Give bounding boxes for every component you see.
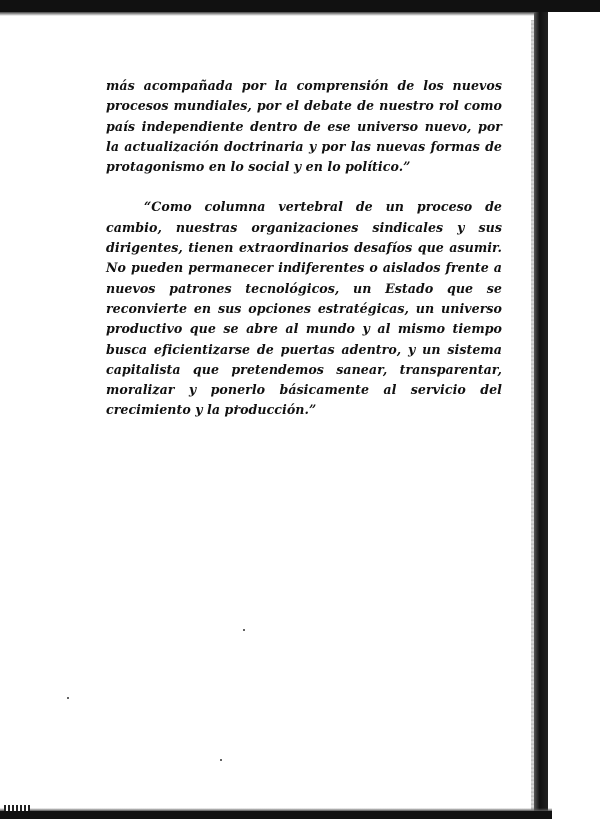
- scan-speck: [67, 697, 69, 699]
- paragraph-2: “Como columna vertebral de un proceso de cambio, nuestras organizaciones sindicales y sus dirigentes, tienen extraordinarios desafíos que asumir. No pueden permanecer indiferentes o aislados frente a nuevos patrones tecnológicos, un Estado que se reconvierte en sus opciones estratégicas, un universo productivo que se abre al mundo y al mismo tiempo busca eficientizarse de puertas adentro, y un sistema capitalista que pretendemos sanear, transparentar, moralizar y ponerlo básicamente al servicio del crecimiento y la producción.”: [106, 199, 502, 418]
- scan-bottom-edge: [0, 811, 552, 819]
- scan-right-edge: [534, 12, 548, 812]
- paragraph-1: más acompañada por la comprensión de los nuevos procesos mundiales, por el debate de nuestro rol como país independiente dentro de ese universo nuevo, por la actualización doctrinaria y por las nuevas formas de protagonismo en lo social y en lo político.”: [106, 78, 502, 175]
- scan-speck: [243, 629, 245, 631]
- scan-bottom-left-mark: [4, 805, 30, 811]
- scan-speck: [220, 759, 222, 761]
- scan-top-edge-shadow: [0, 12, 600, 16]
- page-body-text: [106, 76, 502, 421]
- scan-right-margin: [548, 12, 600, 833]
- scan-right-edge-grain: [531, 20, 534, 810]
- scan-top-edge: [0, 0, 600, 12]
